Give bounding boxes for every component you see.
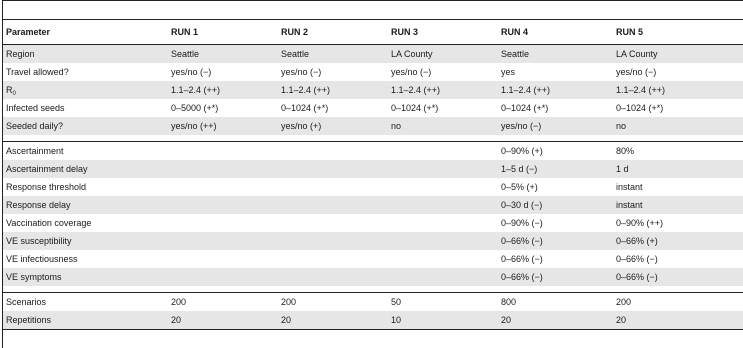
row-label: VE symptoms bbox=[3, 268, 168, 286]
table-cell: 0–66% (−) bbox=[498, 232, 613, 250]
parameters-table bbox=[3, 19, 743, 330]
row-label: Region bbox=[3, 45, 168, 64]
table-row bbox=[3, 45, 743, 64]
row-label: Response threshold bbox=[6, 182, 87, 192]
table-row bbox=[3, 293, 743, 312]
header-parameter: Parameter bbox=[6, 27, 51, 37]
row-label-r0 bbox=[3, 81, 168, 99]
table-cell: no bbox=[613, 117, 743, 135]
table-cell bbox=[168, 250, 278, 268]
table-cell: 1.1–2.4 (++) bbox=[498, 81, 613, 99]
table-cell: 0–5% (+) bbox=[501, 182, 538, 192]
table-cell: 200 bbox=[278, 293, 388, 312]
row-label: Ascertainment delay bbox=[3, 160, 168, 178]
table-cell: 0–66% (−) bbox=[616, 254, 658, 264]
table-cell: 50 bbox=[388, 293, 498, 312]
table-cell bbox=[168, 214, 278, 232]
table-cell: 0–90% (++) bbox=[616, 218, 664, 228]
table-cell: 20 bbox=[278, 311, 388, 330]
table-cell: 10 bbox=[388, 311, 498, 330]
table-row bbox=[3, 214, 743, 232]
table-cell: 1.1–2.4 (++) bbox=[613, 81, 743, 99]
table-cell bbox=[388, 250, 498, 268]
table-cell bbox=[168, 268, 278, 286]
row-label: Response delay bbox=[3, 196, 168, 214]
table-cell: yes/no (−) bbox=[498, 117, 613, 135]
table-cell: Seattle bbox=[168, 45, 278, 64]
table-cell: yes/no (−) bbox=[616, 67, 657, 77]
table-row bbox=[3, 63, 743, 81]
table-row bbox=[3, 268, 743, 286]
table-cell: 1 d bbox=[613, 160, 743, 178]
table-cell bbox=[388, 142, 498, 161]
table-cell bbox=[388, 160, 498, 178]
table-cell: LA County bbox=[388, 45, 498, 64]
table-row bbox=[3, 232, 743, 250]
header-run-4: RUN 4 bbox=[501, 27, 529, 37]
table-cell bbox=[168, 196, 278, 214]
table-cell bbox=[388, 178, 498, 196]
table-row bbox=[3, 178, 743, 196]
table-cell: yes bbox=[501, 67, 516, 77]
row-label: Seeded daily? bbox=[3, 117, 168, 135]
table-cell bbox=[168, 160, 278, 178]
table-cell: 1–5 d (−) bbox=[498, 160, 613, 178]
header-run-2: RUN 2 bbox=[281, 27, 309, 37]
table-cell bbox=[388, 196, 498, 214]
table-cell: LA County bbox=[613, 45, 743, 64]
table-cell bbox=[278, 250, 388, 268]
frame-top-border bbox=[2, 0, 743, 1]
table-cell bbox=[388, 268, 498, 286]
header-row bbox=[3, 20, 743, 45]
table-cell bbox=[278, 178, 388, 196]
table-row bbox=[3, 250, 743, 268]
table-row bbox=[3, 117, 743, 135]
table-cell: yes/no (++) bbox=[168, 117, 278, 135]
table-cell: 1.1–2.4 (++) bbox=[168, 81, 278, 99]
table-cell bbox=[388, 232, 498, 250]
table-cell: 0–66% (−) bbox=[498, 268, 613, 286]
table-row bbox=[3, 99, 743, 117]
table-cell: 800 bbox=[498, 293, 613, 312]
row-label: Infected seeds bbox=[6, 103, 65, 113]
table-cell bbox=[168, 142, 278, 161]
table-row bbox=[3, 142, 743, 161]
table-cell bbox=[278, 142, 388, 161]
table-cell: 1.1–2.4 (++) bbox=[278, 81, 388, 99]
row-label: VE infectiousness bbox=[6, 254, 78, 264]
header-run-5: RUN 5 bbox=[616, 27, 644, 37]
table-row bbox=[3, 160, 743, 178]
table-row bbox=[3, 81, 743, 99]
header-run-1: RUN 1 bbox=[171, 27, 199, 37]
table-cell bbox=[388, 214, 498, 232]
table-cell: 0–90% (−) bbox=[501, 218, 543, 228]
table-cell: 0–5000 (+*) bbox=[171, 103, 219, 113]
table-cell: 20 bbox=[498, 311, 613, 330]
table-cell: instant bbox=[616, 182, 643, 192]
table-cell bbox=[168, 178, 278, 196]
row-label: Repetitions bbox=[3, 311, 168, 330]
table-cell: no bbox=[388, 117, 498, 135]
table-cell: 20 bbox=[168, 311, 278, 330]
r0-symbol: R bbox=[6, 85, 13, 95]
r0-subscript: 0 bbox=[12, 91, 16, 97]
table-cell bbox=[278, 268, 388, 286]
table-cell bbox=[168, 232, 278, 250]
table-row bbox=[3, 311, 743, 330]
table-cell: 0–1024 (+*) bbox=[391, 103, 439, 113]
table-cell: yes/no (−) bbox=[171, 67, 212, 77]
table-cell: 0–1024 (+*) bbox=[616, 103, 664, 113]
header-run-3: RUN 3 bbox=[391, 27, 419, 37]
table-cell: yes/no (+) bbox=[278, 117, 388, 135]
table-cell: 0–66% (+) bbox=[613, 232, 743, 250]
table-cell: yes/no (−) bbox=[391, 67, 432, 77]
row-label: VE susceptibility bbox=[3, 232, 168, 250]
table-cell: 200 bbox=[613, 293, 743, 312]
row-label: Vaccination coverage bbox=[6, 218, 92, 228]
table-cell: 0–30 d (−) bbox=[498, 196, 613, 214]
table-cell: Seattle bbox=[278, 45, 388, 64]
table-cell: 0–1024 (+*) bbox=[281, 103, 329, 113]
table-cell bbox=[278, 160, 388, 178]
table-cell: 0–90% (+) bbox=[498, 142, 613, 161]
table-cell bbox=[278, 232, 388, 250]
table-cell: instant bbox=[613, 196, 743, 214]
row-label: Scenarios bbox=[3, 293, 168, 312]
table-cell bbox=[278, 196, 388, 214]
row-label: Ascertainment bbox=[3, 142, 168, 161]
table-cell: 1.1–2.4 (++) bbox=[388, 81, 498, 99]
table-cell: Seattle bbox=[498, 45, 613, 64]
table-row bbox=[3, 196, 743, 214]
table-cell: 80% bbox=[613, 142, 743, 161]
table-cell: 20 bbox=[613, 311, 743, 330]
table-cell: 0–1024 (+*) bbox=[501, 103, 549, 113]
table-cell: 0–66% (−) bbox=[613, 268, 743, 286]
table-cell: 200 bbox=[168, 293, 278, 312]
table-cell bbox=[278, 214, 388, 232]
table-cell: yes/no (−) bbox=[281, 67, 322, 77]
row-label: Travel allowed? bbox=[6, 67, 69, 77]
table-cell: 0–66% (−) bbox=[501, 254, 543, 264]
